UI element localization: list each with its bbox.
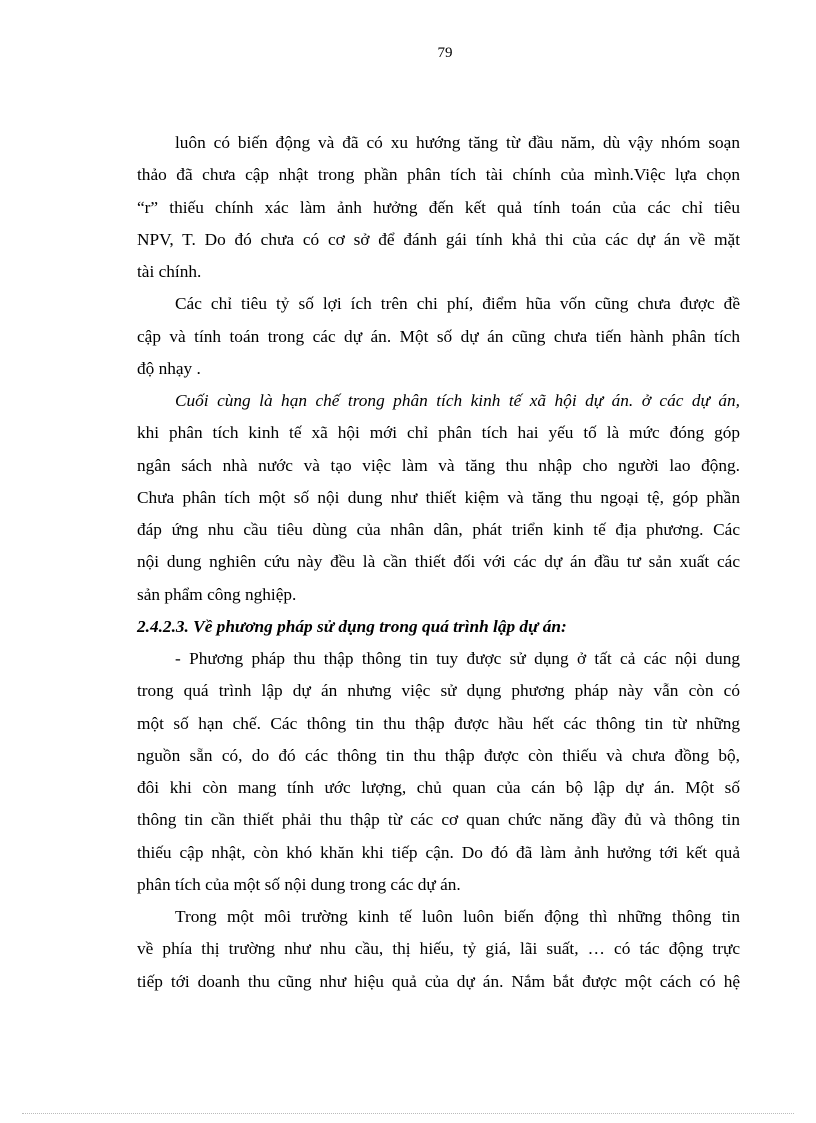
text-line: Các chỉ tiêu tỷ số lợi ích trên chi phí, điểm hũa vốn cũng chưa được đề [175, 294, 740, 314]
page-border [22, 1113, 794, 1114]
text-line: đôi khi còn mang tính ước lượng, chủ quan của cán bộ lập dự án. Một số [137, 778, 740, 797]
text-line: Chưa phân tích một số nội dung như thiết kiệm và tăng thu ngoại tệ, góp phần [137, 487, 740, 507]
text-line: thảo đã chưa cập nhật trong phần phân tích tài chính của mình.Việc lựa chọn [137, 165, 740, 185]
text-line: đáp ứng nhu cầu tiêu dùng của nhân dân, phát triển kinh tế địa phương. Các [137, 520, 740, 539]
text-line: về phía thị trường như nhu cầu, thị hiếu, tỷ giá, lãi suất, … có tác động trực [137, 939, 740, 959]
text-line: thông tin cần thiết phải thu thập từ các cơ quan chức năng đầy đủ và thông tin [137, 810, 740, 830]
paragraph [137, 288, 740, 385]
text-line: trong quá trình lập dự án nhưng việc sử dụng phương pháp này vẫn còn có [137, 681, 740, 701]
text-line: Cuối cùng là hạn chế trong phân tích kinh tế xã hội dự án. ở các dự án, [175, 391, 740, 410]
text-line: NPV, T. Do đó chưa có cơ sở để đánh gái tính khả thi của các dự án về mặt [137, 229, 740, 249]
text-line: cập và tính toán trong các dự án. Một số dự án cũng chưa tiến hành phân tích [137, 326, 740, 346]
text-line: ngân sách nhà nước và tạo việc làm và tăng thu nhập cho người lao động. [137, 455, 740, 475]
paragraph [137, 385, 740, 611]
text-line: Trong một môi trường kinh tế luôn luôn biến động thì những thông tin [175, 907, 740, 926]
text-line: - Phương pháp thu thập thông tin tuy được sử dụng ở tất cả các nội dung [175, 649, 740, 668]
text-line: 2.4.2.3. Về phương pháp sử dụng trong quá trình lập dự án: [137, 616, 567, 636]
text-line: luôn có biến động và đã có xu hướng tăng từ đầu năm, dù vậy nhóm soạn [175, 133, 740, 152]
text-line: tài chính. [137, 262, 202, 281]
text-line: nội dung nghiên cứu này đều là cần thiết đối với các dự án đầu tư sản xuất các [137, 552, 740, 572]
text-line: sản phẩm công nghiệp. [137, 584, 297, 604]
text-line: thiếu cập nhật, còn khó khăn khi tiếp cận. Do đó đã làm ảnh hưởng tới kết quả [137, 842, 740, 862]
paragraph [137, 127, 740, 288]
document-body [137, 127, 740, 998]
section-heading [137, 611, 740, 643]
text-line: tiếp tới doanh thu cũng như hiệu quả của dự án. Nắm bắt được một cách có hệ [137, 971, 740, 991]
text-line: phân tích của một số nội dung trong các dự án. [137, 874, 461, 894]
text-line: “r” thiếu chính xác làm ảnh hưởng đến kết quả tính toán của các chỉ tiêu [137, 197, 740, 217]
paragraph [137, 643, 740, 901]
text-line: độ nhạy . [137, 358, 201, 378]
text-line: một số hạn chế. Các thông tin thu thập được hầu hết các thông tin từ những [137, 713, 740, 733]
text-line: khi phân tích kinh tế xã hội mới chỉ phân tích hai yếu tố là mức đóng góp [137, 423, 740, 443]
text-line: nguồn sẵn có, do đó các thông tin thu thập được còn thiếu và chưa đồng bộ, [137, 745, 740, 765]
page-number: 79 [437, 45, 453, 61]
paragraph [137, 901, 740, 998]
